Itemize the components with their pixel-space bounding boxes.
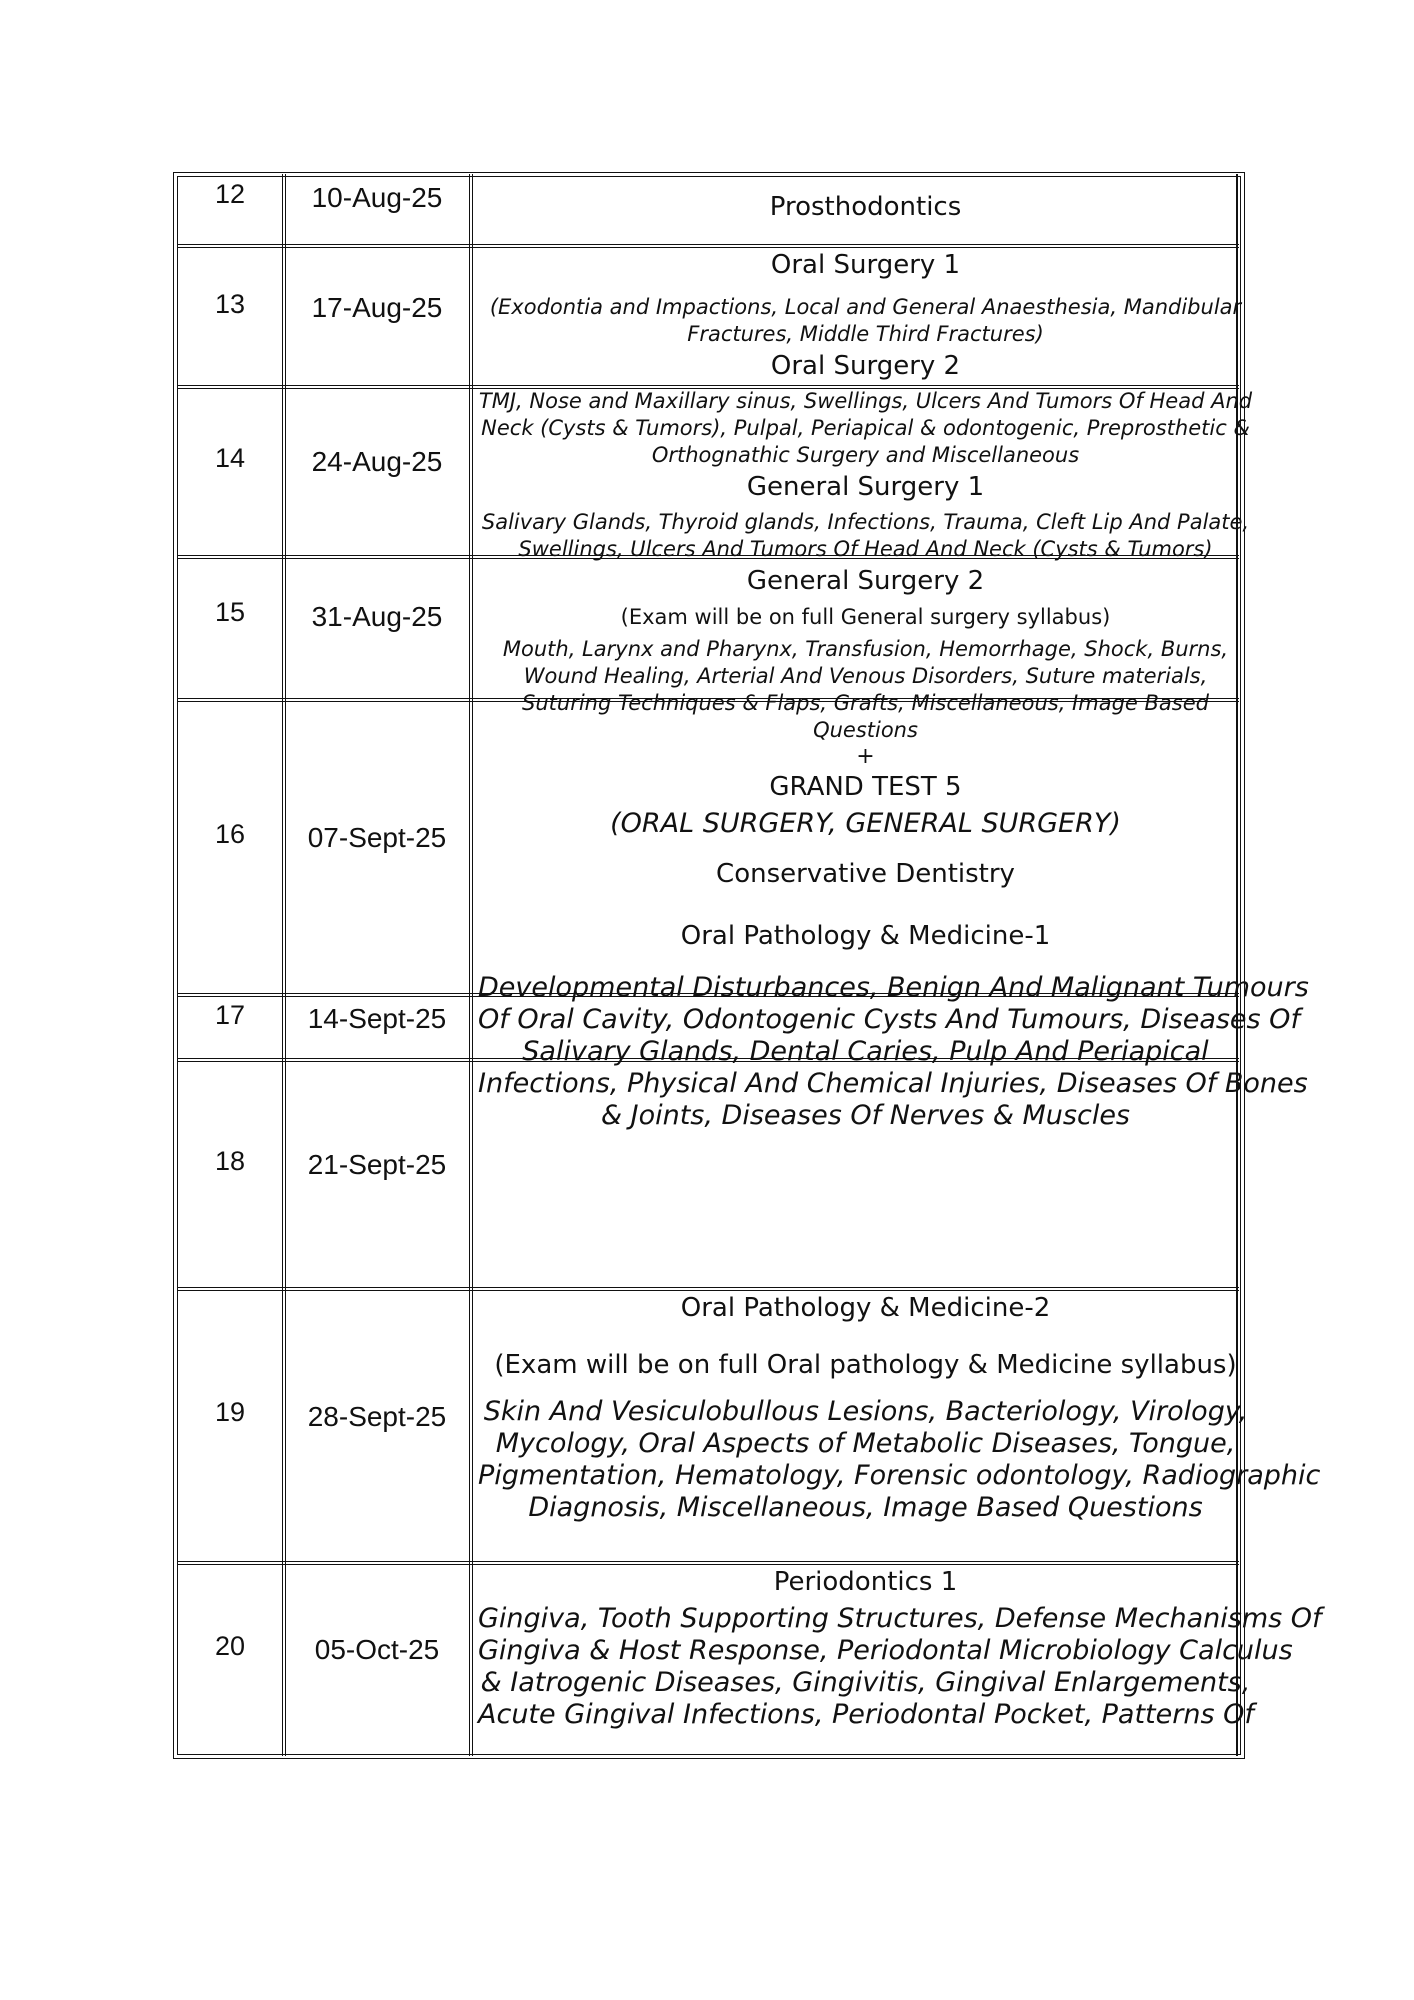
row-number: 17 [214,1000,246,1030]
plus-sign: + [856,744,875,769]
row-number: 13 [214,289,246,319]
subject-topics: Infections, Physical And Chemical Injuries, Diseases Of Bones [478,1068,1308,1099]
subject-topics: Of Oral Cavity, Odontogenic Cysts And Tumours, Diseases Of [478,1004,1300,1035]
subject-topics: Fractures, Middle Third Fractures) [687,322,1044,346]
row-number: 19 [214,1397,246,1427]
grand-test-title: GRAND TEST 5 [769,772,962,802]
row-date: 24-Aug-25 [311,446,443,477]
row-date: 21-Sept-25 [307,1149,447,1180]
exam-note: (Exam will be on full Oral pathology & Medicine syllabus) [494,1350,1237,1380]
subject-title: Prosthodontics [769,192,962,222]
subject-topics: Neck (Cysts & Tumors), Pulpal, Periapical & odontogenic, Preprosthetic & [481,416,1250,440]
subject-topics: Salivary Glands, Thyroid glands, Infections, Trauma, Cleft Lip And Palate, [481,510,1250,534]
grand-test-subjects: (ORAL SURGERY, GENERAL SURGERY) [610,808,1121,839]
row-number: 12 [214,179,246,209]
subject-topics: Questions [813,718,918,742]
subject-title: General Surgery 1 [746,472,985,502]
row-date: 28-Sept-25 [307,1401,447,1432]
column-divider [282,174,286,1756]
subject-topics: Acute Gingival Infections, Periodontal Pocket, Patterns Of [478,1699,1254,1730]
subject-topics: TMJ, Nose and Maxillary sinus, Swellings, Ulcers And Tumors Of Head And [478,389,1253,413]
subject-topics: Gingiva, Tooth Supporting Structures, Defense Mechanisms Of [478,1603,1322,1634]
row-number: 14 [214,443,246,473]
subject-title: Oral Pathology & Medicine-1 [680,921,1051,951]
subject-topics: Swellings, Ulcers And Tumors Of Head And Neck (Cysts & Tumors) [518,537,1213,561]
row-date: 05-Oct-25 [314,1634,440,1665]
subject-topics: (Exodontia and Impactions, Local and General Anaesthesia, Mandibular [489,295,1242,319]
subject-topics: Wound Healing, Arterial And Venous Disorders, Suture materials, [523,664,1208,688]
subject-topics: Pigmentation, Hematology, Forensic odontology, Radiographic [478,1460,1321,1491]
row-date: 10-Aug-25 [311,182,443,213]
subject-topics: Developmental Disturbances, Benign And Malignant Tumours [478,972,1309,1003]
subject-topics: Suturing Techniques & Flaps, Grafts, Miscellaneous, Image Based [522,691,1209,715]
subject-topics: Mouth, Larynx and Pharynx, Transfusion, Hemorrhage, Shock, Burns, [502,637,1229,661]
row-divider [178,244,1239,248]
subject-topics: & Joints, Diseases Of Nerves & Muscles [600,1100,1131,1131]
row-number: 18 [214,1146,246,1176]
exam-note: (Exam will be on full General surgery syllabus) [620,605,1111,629]
subject-topics: Orthognathic Surgery and Miscellaneous [651,443,1080,467]
subject-title: Periodontics 1 [773,1567,958,1597]
subject-title: Conservative Dentistry [716,859,1015,889]
row-date: 14-Sept-25 [307,1003,447,1034]
subject-title: Oral Pathology & Medicine-2 [680,1293,1051,1323]
row-number: 16 [214,819,246,849]
subject-topics: Gingiva & Host Response, Periodontal Microbiology Calculus [478,1635,1293,1666]
row-divider [178,1287,1239,1291]
subject-topics: Diagnosis, Miscellaneous, Image Based Questions [528,1492,1203,1523]
row-date: 31-Aug-25 [311,601,443,632]
subject-title: Oral Surgery 2 [770,351,961,381]
subject-topics: Salivary Glands, Dental Caries, Pulp And Periapical [522,1036,1209,1067]
subject-topics: Skin And Vesiculobullous Lesions, Bacteriology, Virology, [483,1396,1248,1427]
row-number: 20 [214,1631,246,1661]
subject-title: Oral Surgery 1 [770,250,961,280]
row-date: 07-Sept-25 [307,822,447,853]
row-divider [178,1561,1239,1565]
row-date: 17-Aug-25 [311,292,443,323]
subject-topics: Mycology, Oral Aspects of Metabolic Diseases, Tongue, [495,1428,1236,1459]
subject-topics: & Iatrogenic Diseases, Gingivitis, Gingival Enlargements, [480,1667,1251,1698]
column-divider [469,174,473,1756]
row-number: 15 [214,597,246,627]
subject-title: General Surgery 2 [746,566,985,596]
